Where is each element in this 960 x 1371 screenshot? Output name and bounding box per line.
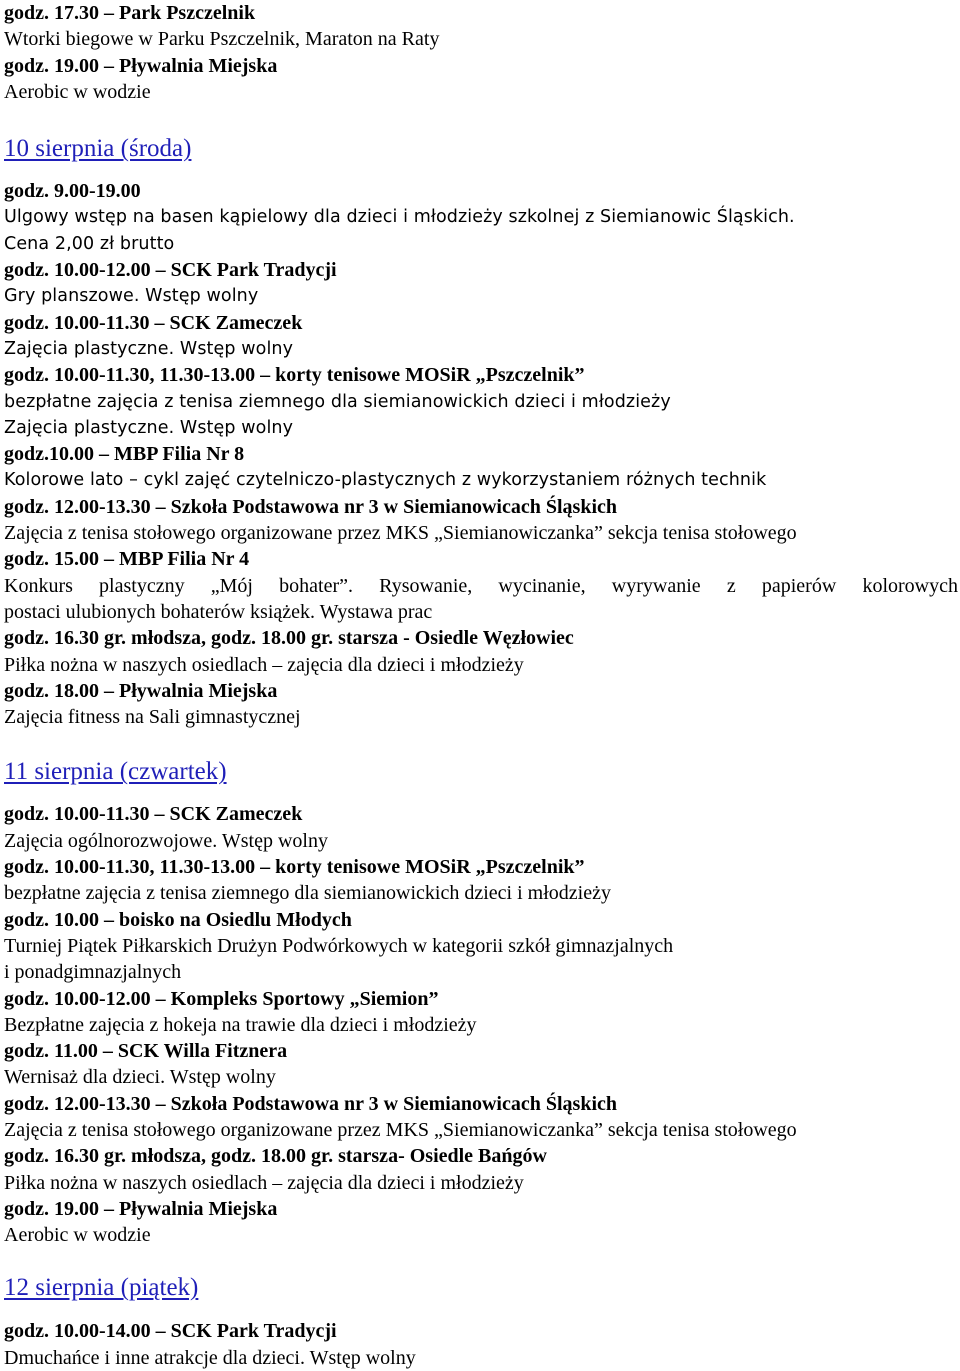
event-time-location: godz. 15.00 – MBP Filia Nr 4 xyxy=(4,548,250,571)
event-time-location: godz. 16.30 gr. młodsza, godz. 18.00 gr. starsza- Osiedle Bańgów xyxy=(4,1145,547,1168)
event-description: bezpłatne zajęcia z tenisa ziemnego dla siemianowickich dzieci i młodzieży xyxy=(4,391,671,412)
spacer xyxy=(4,1303,958,1318)
event-description: Zajęcia plastyczne. Wstęp wolny xyxy=(4,417,294,438)
event-description: bezpłatne zajęcia z tenisa ziemnego dla siemianowickich dzieci i młodzieży xyxy=(4,882,611,905)
day-heading-aug10: 10 sierpnia (środa) xyxy=(4,135,192,163)
day-heading-aug11: 11 sierpnia (czwartek) xyxy=(4,758,227,786)
event-description: postaci ulubionych bohaterów książek. Wystawa prac xyxy=(4,600,433,623)
event-time-location: godz. 16.30 gr. młodsza, godz. 18.00 gr. starsza - Osiedle Węzłowiec xyxy=(4,627,574,650)
event-time-location: godz. 12.00-13.30 – Szkoła Podstawowa nr 3 w Siemianowicach Śląskich xyxy=(4,1092,618,1115)
event-description: Turniej Piątek Piłkarskich Drużyn Podwórkowych w kategorii szkół gimnazjalnych xyxy=(4,934,674,957)
spacer xyxy=(4,164,958,178)
event-description: Piłka nożna w naszych osiedlach – zajęcia dla dzieci i młodzieży xyxy=(4,653,524,676)
spacer xyxy=(4,105,958,134)
event-description: Zajęcia z tenisa stołowego organizowane przez MKS „Siemianowiczanka” sekcja tenisa stołowego xyxy=(4,522,797,545)
spacer xyxy=(4,787,958,801)
document-page xyxy=(4,0,958,1371)
event-description: Bezpłatne zajęcia z hokeja na trawie dla dzieci i młodzieży xyxy=(4,1013,477,1036)
event-time-location: godz. 10.00-11.30, 11.30-13.00 – korty tenisowe MOSiR „Pszczelnik” xyxy=(4,856,585,879)
event-description: Wtorki biegowe w Parku Pszczelnik, Maraton na Raty xyxy=(4,28,440,51)
event-time-location: godz. 17.30 – Park Pszczelnik xyxy=(4,2,256,24)
event-description: Zajęcia fitness na Sali gimnastycznej xyxy=(4,706,301,729)
event-time-location: godz. 9.00-19.00 xyxy=(4,180,141,203)
event-time-location: godz. 18.00 – Pływalnia Miejska xyxy=(4,679,278,702)
event-time-location: godz. 10.00-11.30, 11.30-13.00 – korty tenisowe MOSiR „Pszczelnik” xyxy=(4,364,585,387)
event-time-location: godz.10.00 – MBP Filia Nr 8 xyxy=(4,443,245,466)
event-description: Kolorowe lato – cykl zajęć czytelniczo-plastycznych z wykorzystaniem różnych technik xyxy=(4,470,767,491)
event-time-location: godz. 10.00-12.00 – Kompleks Sportowy „Siemion” xyxy=(4,987,439,1010)
event-time-location: godz. 10.00 – boisko na Osiedlu Młodych xyxy=(4,908,352,931)
event-description: Ulgowy wstęp na basen kąpielowy dla dzieci i młodzieży szkolnej z Siemianowic Śląskich. xyxy=(4,207,795,228)
event-list-aug11 xyxy=(4,801,958,1248)
event-time-location: godz. 12.00-13.30 – Szkoła Podstawowa nr 3 w Siemianowicach Śląskich xyxy=(4,495,618,518)
event-description: i ponadgimnazjalnych xyxy=(4,961,182,984)
event-description: Aerobic w wodzie xyxy=(4,80,151,103)
event-time-location: godz. 11.00 – SCK Willa Fitznera xyxy=(4,1040,288,1063)
event-time-location: godz. 10.00-14.00 – SCK Park Tradycji xyxy=(4,1320,337,1343)
event-list-aug10 xyxy=(4,178,958,730)
event-description: Aerobic w wodzie xyxy=(4,1224,151,1247)
day-heading-aug12: 12 sierpnia (piątek) xyxy=(4,1274,199,1302)
event-time-location: godz. 10.00-11.30 – SCK Zameczek xyxy=(4,311,303,334)
event-description: Zajęcia plastyczne. Wstęp wolny xyxy=(4,338,294,359)
event-description: Piłka nożna w naszych osiedlach – zajęcia dla dzieci i młodzieży xyxy=(4,1171,524,1194)
event-description: Cena 2,00 zł brutto xyxy=(4,233,175,254)
event-description: Zajęcia ogólnorozwojowe. Wstęp wolny xyxy=(4,829,328,852)
event-description: Zajęcia z tenisa stołowego organizowane przez MKS „Siemianowiczanka” sekcja tenisa stołowego xyxy=(4,1118,797,1141)
spacer xyxy=(4,730,958,757)
spacer xyxy=(4,1248,958,1273)
event-description: Gry planszowe. Wstęp wolny xyxy=(4,286,259,307)
event-description: Wernisaż dla dzieci. Wstęp wolny xyxy=(4,1066,276,1089)
event-time-location: godz. 19.00 – Pływalnia Miejska xyxy=(4,1197,278,1220)
event-time-location: godz. 10.00-11.30 – SCK Zameczek xyxy=(4,803,303,826)
event-description: Dmuchańce i inne atrakcje dla dzieci. Wstęp wolny xyxy=(4,1346,416,1369)
event-list-aug9-end xyxy=(4,0,958,105)
event-time-location: godz. 19.00 – Pływalnia Miejska xyxy=(4,54,278,77)
event-list-aug12 xyxy=(4,1318,958,1371)
event-time-location: godz. 10.00-12.00 – SCK Park Tradycji xyxy=(4,259,337,282)
event-description: Konkurs plastyczny „Mój bohater”. Rysowanie, wycinanie, wyrywanie z papierów kolorowych xyxy=(4,574,958,597)
